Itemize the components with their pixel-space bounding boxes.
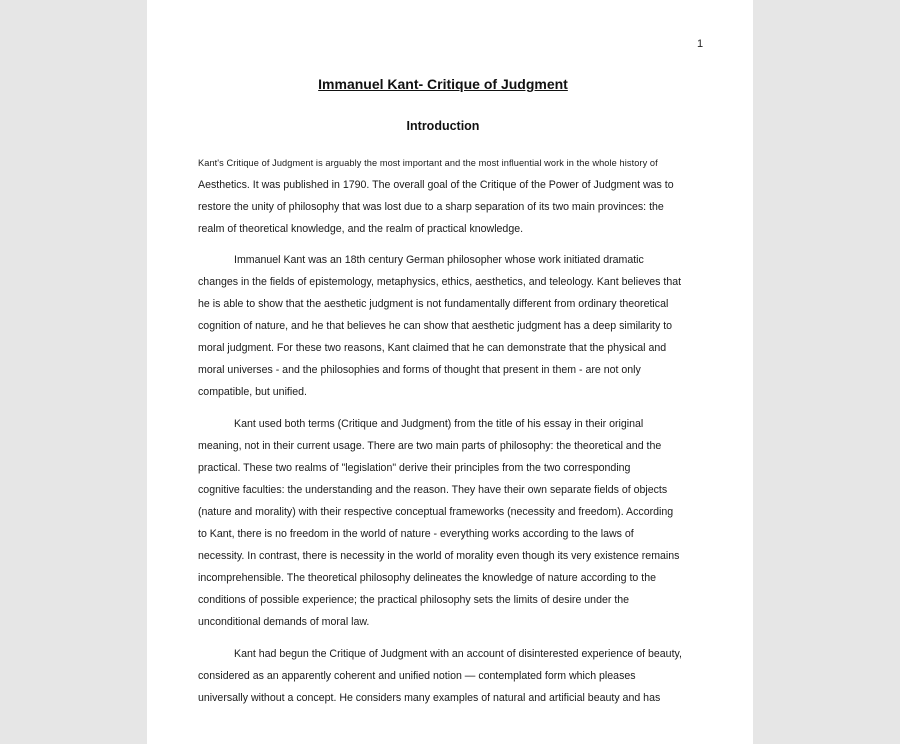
text-line: (nature and morality) with their respective conceptual frameworks (necessity and freedom). According [198,506,674,518]
paragraph-1 [198,152,703,240]
text-line: cognition of nature, and he that believes he can show that aesthetic judgment has a deep similarity to [198,320,673,332]
text-line: to Kant, there is no freedom in the world of nature - everything works according to the laws of [198,528,634,540]
text-line: Immanuel Kant was an 18th century German philosopher whose work initiated dramatic [234,254,644,266]
document-page [147,0,753,744]
text-line: restore the unity of philosophy that was lost due to a sharp separation of its two main provinces: the [198,201,664,213]
text-line: unconditional demands of moral law. [198,616,370,628]
section-heading: Introduction [406,119,480,133]
text-line: meaning, not in their current usage. There are two main parts of philosophy: the theoretical and the [198,440,662,452]
text-line: universally without a concept. He considers many examples of natural and artificial beauty and has [198,692,661,704]
text-line: cognitive faculties: the understanding and the reason. They have their own separate fields of objects [198,484,668,496]
text-line: moral universes - and the philosophies and forms of thought that present in them - are not only [198,364,641,376]
text-line: practical. These two realms of "legislation" derive their principles from the two corresponding [198,462,631,474]
text-line: Aesthetics. It was published in 1790. The overall goal of the Critique of the Power of Judgment was to [198,179,674,191]
text-line: considered as an apparently coherent and unified notion — contemplated form which pleases [198,670,636,682]
text-line: necessity. In contrast, there is necessity in the world of morality even though its very existence remains [198,550,680,562]
text-line: moral judgment. For these two reasons, Kant claimed that he can demonstrate that the physical and [198,342,667,354]
text-line: incomprehensible. The theoretical philosophy delineates the knowledge of nature according to the [198,572,656,584]
text-line: realm of theoretical knowledge, and the realm of practical knowledge. [198,223,524,235]
paragraph-2 [198,249,703,403]
text-line: compatible, but unified. [198,386,307,398]
page-number: 1 [697,38,704,50]
text-line: conditions of possible experience; the practical philosophy sets the limits of desire under the [198,594,630,606]
text-line: Kant had begun the Critique of Judgment with an account of disinterested experience of beauty, [234,648,682,660]
text-line: he is able to show that the aesthetic judgment is not fundamentally different from ordinary theoretical [198,298,669,310]
text-line: Kant's Critique of Judgment is arguably the most important and the most influential work in the whole history of [198,158,658,168]
paragraph-3 [198,413,703,633]
text-line: changes in the fields of epistemology, metaphysics, ethics, aesthetics, and teleology. Kant believes that [198,276,682,288]
paragraph-4 [198,643,703,709]
document-title: Immanuel Kant- Critique of Judgment [318,76,568,92]
text-line: Kant used both terms (Critique and Judgment) from the title of his essay in their original [234,418,644,430]
